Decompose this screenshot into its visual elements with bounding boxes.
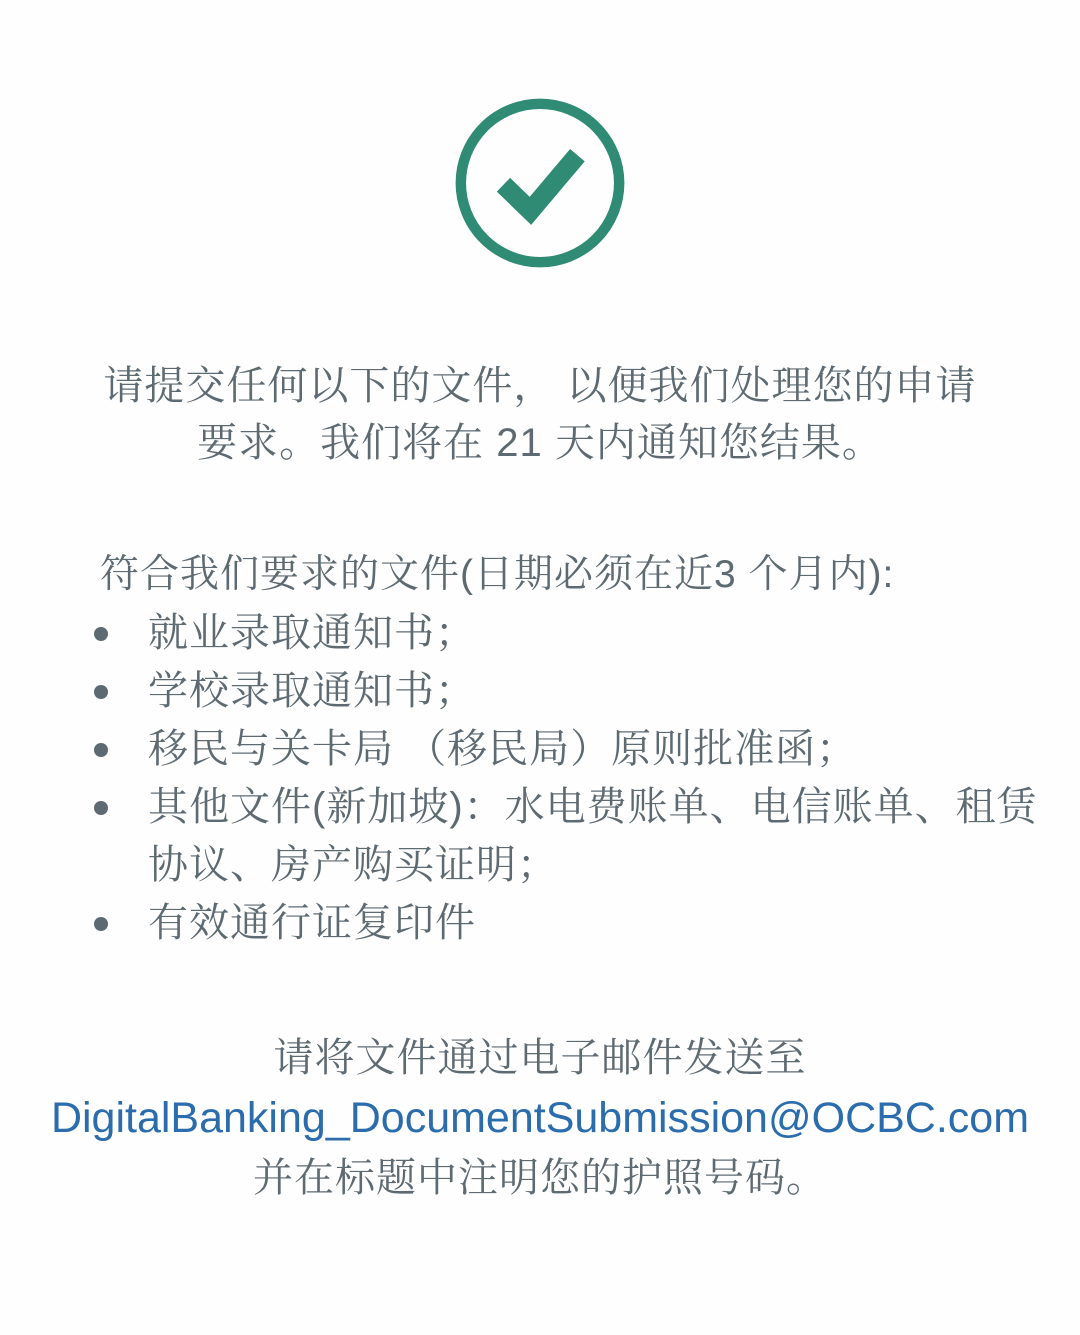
intro-line-2: 要求。我们将在 21 天内通知您结果。 [197, 421, 883, 465]
requirements-list [0, 604, 1080, 952]
requirements-heading: 符合我们要求的文件(日期必须在近3 个月内): [100, 553, 895, 596]
intro-paragraph [0, 358, 1080, 472]
list-item-text: 移民与关卡局 （移民局）原则批准函； [148, 727, 858, 771]
requirements-section [0, 546, 1080, 952]
bullet-icon [94, 917, 108, 931]
list-item-text: 有效通行证复印件 [148, 901, 476, 945]
list-item-text: 就业录取通知书； [148, 611, 476, 655]
list-item [0, 778, 1080, 894]
bullet-icon [94, 743, 108, 757]
list-item [0, 894, 1080, 952]
email-instruction: 请将文件通过电子邮件发送至 [273, 1036, 807, 1080]
contact-section [0, 1028, 1080, 1208]
checkmark-circle-icon [453, 96, 627, 270]
list-item [0, 604, 1080, 662]
list-item [0, 662, 1080, 720]
list-item [0, 720, 1080, 778]
intro-line-1: 请提交任何以下的文件， 以便我们处理您的申请 [103, 364, 977, 408]
bullet-icon [94, 627, 108, 641]
email-link[interactable]: DigitalBanking_DocumentSubmission@OCBC.com [50, 1094, 1030, 1142]
bullet-icon [94, 801, 108, 815]
email-note: 并在标题中注明您的护照号码。 [253, 1156, 827, 1200]
list-item-text: 其他文件(新加坡)：水电费账单、电信账单、租赁协议、房产购买证明； [148, 785, 1038, 887]
bullet-icon [94, 685, 108, 699]
list-item-text: 学校录取通知书； [148, 669, 476, 713]
status-icon-container [0, 0, 1080, 270]
